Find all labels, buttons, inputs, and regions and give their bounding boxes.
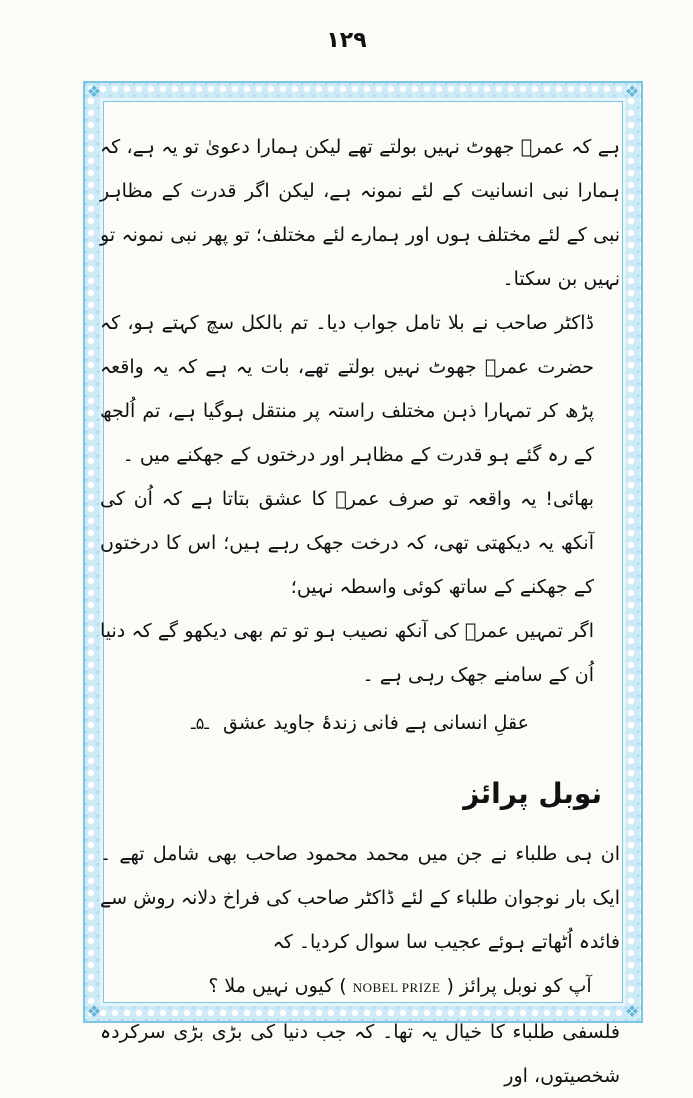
corner-ornament-icon: ❖: [86, 82, 102, 101]
verse-line: [100, 699, 620, 748]
verse-text: عقلِ انسانی ہے فانی زندۂ جاوید عشق: [223, 712, 529, 734]
paragraph: ہے کہ عمرؒ جھوٹ نہیں بولتے تھے لیکن ہمارا دعویٰ تو یہ ہے، کہ ہمارا نبی انسانیت کے لئے نمونہ ہے، لیکن اگر قدرت کے مظاہر نبی کے لئے مختلف ہوں اور ہمارے لئے مختلف؛ تو پھر نبی نمونہ تو نہیں بن سکتا۔: [100, 136, 620, 290]
paragraph: فلسفی طلباء کا خیال یہ تھا۔ کہ جب دنیا کی بڑی بڑی سرکردہ شخصیتوں، اور: [100, 1021, 620, 1087]
question-latin-term: NOBEL PRIZE: [352, 980, 441, 995]
page-content: [100, 125, 620, 1098]
corner-ornament-icon: ❖: [624, 1002, 640, 1021]
paragraph: بھائی! یہ واقعہ تو صرف عمرؒ کا عشق بتاتا ہے کہ اُن کی آنکھ یہ دیکھتی تھی، کہ درخت جھک رہے ہیں؛ اس کا درختوں کے جھکنے کے ساتھ کوئی واسطہ نہیں؛: [100, 488, 594, 598]
question-before: آپ کو نوبل پرائز (: [446, 975, 592, 997]
corner-ornament-icon: ❖: [86, 1002, 102, 1021]
verse-mark: ـ۵ـ: [191, 714, 209, 733]
section-heading: نوبل پرائز: [463, 777, 602, 810]
question-line: [100, 964, 620, 1010]
paragraph: ان ہی طلباء نے جن میں محمد محمود صاحب بھی شامل تھے ۔ ایک بار نوجوان طلباء کے لئے ڈاکٹر صاحب کی فراخ دلانہ روش سے فائدہ اُٹھاتے ہوئے عجیب سا سوال کردیا۔ کہ: [100, 843, 620, 953]
page-number: ۱۲۹: [326, 28, 367, 53]
question-after: ) کیوں نہیں ملا ؟: [208, 975, 347, 997]
corner-ornament-icon: ❖: [624, 82, 640, 101]
paragraph: ڈاکٹر صاحب نے بلا تامل جواب دیا۔ تم بالکل سچ کہتے ہو، کہ حضرت عمرؒ جھوٹ نہیں بولتے تھے، بات یہ ہے کہ یہ واقعہ پڑھ کر تمہارا ذہن مختلف راستہ پر منتقل ہوگیا ہے، تم اُلجھ کے رہ گئے ہو قدرت کے مظاہر اور درختوں کے جھکنے میں ۔: [100, 312, 594, 466]
paragraph: اگر تمہیں عمرؒ کی آنکھ نصیب ہو تو تم بھی دیکھو گے کہ دنیا اُن کے سامنے جھک رہی ہے ۔: [100, 620, 594, 686]
